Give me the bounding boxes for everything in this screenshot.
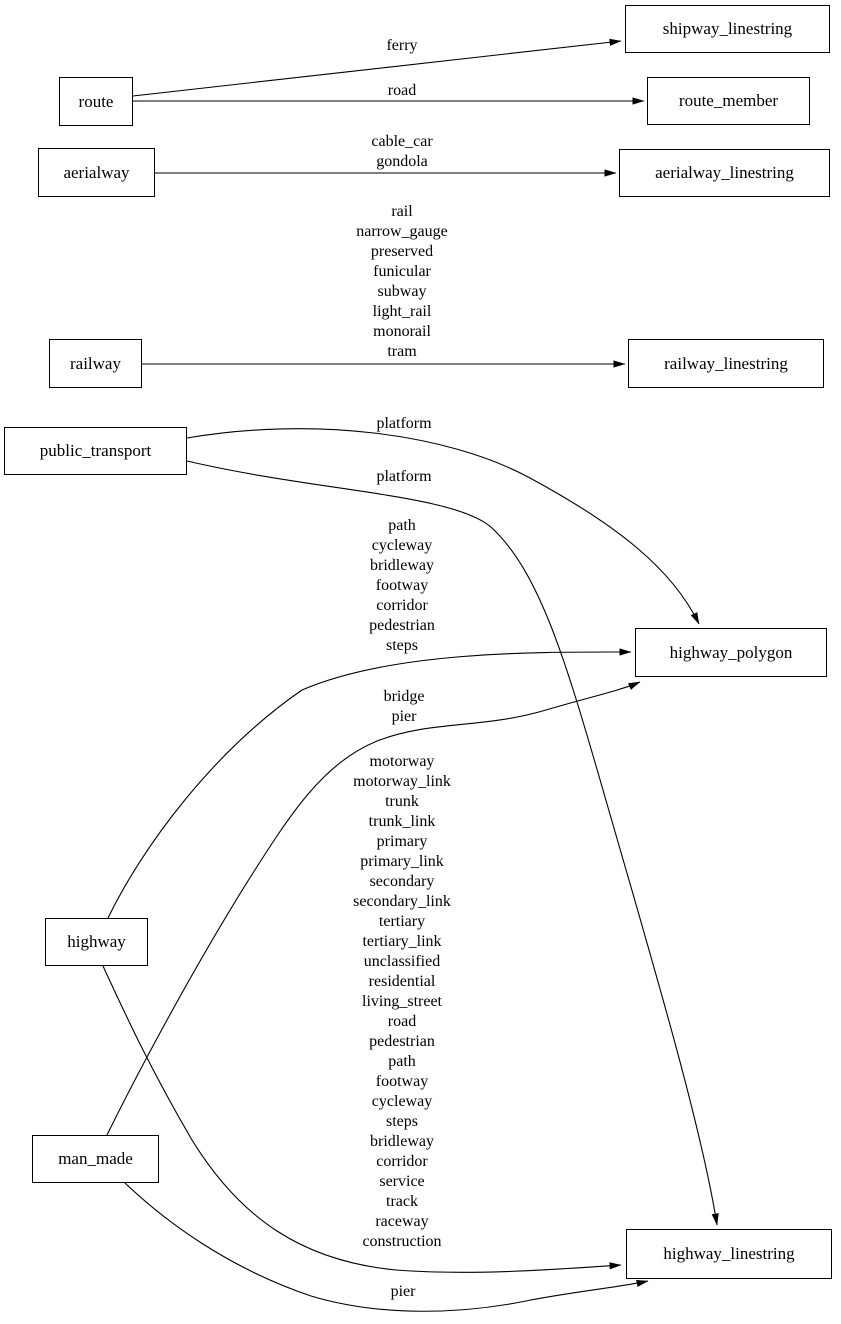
edge-label-line: steps (386, 637, 418, 654)
edge-label-line: tram (387, 343, 417, 360)
edge-label-line: road (387, 1013, 417, 1030)
node-label: railway_linestring (664, 353, 788, 373)
edge-label-line: bridge (383, 688, 425, 705)
node-aerialway_linestring (619, 149, 830, 197)
node-label: aerialway (63, 162, 130, 182)
edge-label-line: bridleway (370, 1133, 434, 1150)
edge-label-route-to-route_member (388, 81, 416, 101)
node-label: aerialway_linestring (655, 163, 794, 182)
node-label: railway (70, 353, 121, 373)
edge-label-line: trunk (385, 793, 419, 810)
node-public_transport (4, 427, 187, 475)
edge-label-line: pier (390, 1283, 416, 1300)
edge-label-line: footway (375, 577, 429, 594)
edge-label-line: path (388, 517, 416, 534)
edge-label-line: steps (385, 1113, 418, 1130)
edge-label-line: cable_car (371, 133, 433, 150)
edge-label-line: path (388, 1053, 416, 1070)
edge-label-line: gondola (376, 153, 428, 170)
edge-label-man_made-to-highway_polygon (384, 687, 425, 727)
node-label: highway_polygon (669, 642, 793, 662)
edge-label-public_transport-to-highway_linestring (376, 467, 431, 487)
edge-label-line: motorway_link (353, 773, 451, 790)
node-label: public_transport (39, 441, 152, 460)
edge-label-line: unclassified (363, 953, 441, 970)
edge-label-line: service (379, 1173, 425, 1190)
edge-label-line: cycleway (371, 1093, 433, 1110)
edge-label-highway-to-highway_linestring (353, 752, 451, 1252)
edge-label-line: pier (391, 708, 417, 725)
node-aerialway (38, 148, 155, 197)
edge-label-line: monorail (373, 323, 431, 340)
edge-label-line: corridor (376, 1153, 428, 1170)
edge-label-line: light_rail (372, 303, 432, 320)
node-label: highway_linestring (663, 1244, 795, 1263)
edge-label-line: corridor (376, 597, 428, 614)
edge-label-line: road (387, 82, 417, 99)
edge-public_transport-to-highway_polygon (187, 429, 699, 624)
edge-label-line: trunk_link (368, 813, 436, 830)
node-highway_linestring (626, 1229, 832, 1279)
edge-label-aerialway-to-aerialway_linestring (371, 132, 432, 172)
edge-label-line: construction (362, 1233, 442, 1250)
node-label: shipway_linestring (662, 19, 793, 38)
node-railway (49, 339, 142, 388)
node-railway_linestring (628, 339, 824, 388)
node-route (59, 77, 133, 126)
edge-label-route-to-shipway_linestring (386, 36, 417, 56)
edge-label-railway-to-railway_linestring (356, 202, 448, 362)
edge-label-line: pedestrian (369, 1033, 435, 1050)
node-man_made (32, 1135, 159, 1183)
edge-label-line: cycleway (371, 537, 433, 554)
node-label: highway (67, 932, 126, 951)
edge-label-public_transport-to-highway_polygon (376, 414, 431, 434)
node-route_member (647, 77, 810, 125)
edge-label-highway-to-highway_polygon (369, 516, 435, 656)
edge-label-line: platform (376, 468, 432, 485)
edge-public_transport-to-highway_linestring (187, 461, 717, 1225)
edge-label-line: tertiary (378, 913, 426, 930)
edge-label-line: footway (375, 1073, 429, 1090)
edge-label-line: bridleway (370, 557, 434, 574)
edge-label-line: subway (377, 283, 427, 300)
edge-label-line: rail (391, 203, 413, 220)
edge-label-line: living_street (362, 993, 442, 1010)
node-label: route_member (678, 91, 779, 110)
node-label: route (78, 91, 114, 111)
edge-label-man_made-to-highway_linestring (391, 1282, 416, 1302)
edge-label-line: platform (376, 415, 432, 432)
edge-label-line: funicular (373, 263, 431, 280)
edge-label-line: secondary (369, 873, 435, 890)
edge-label-line: primary_link (360, 853, 444, 870)
edge-label-line: primary (376, 833, 428, 850)
node-highway (45, 918, 148, 966)
edge-label-line: raceway (375, 1213, 429, 1230)
node-highway_polygon (635, 628, 827, 677)
node-label: man_made (58, 1149, 133, 1168)
edge-label-line: pedestrian (369, 617, 435, 634)
edge-label-line: track (386, 1193, 418, 1210)
edge-label-line: residential (368, 973, 436, 990)
edge-label-line: narrow_gauge (356, 223, 448, 240)
edge-label-line: secondary_link (353, 893, 451, 910)
edge-label-line: preserved (370, 243, 434, 260)
edge-route-to-shipway_linestring (133, 41, 621, 96)
edge-label-line: tertiary_link (362, 933, 442, 950)
node-shipway_linestring (625, 5, 830, 53)
edge-label-line: ferry (386, 37, 418, 54)
edge-label-line: motorway (369, 753, 435, 770)
